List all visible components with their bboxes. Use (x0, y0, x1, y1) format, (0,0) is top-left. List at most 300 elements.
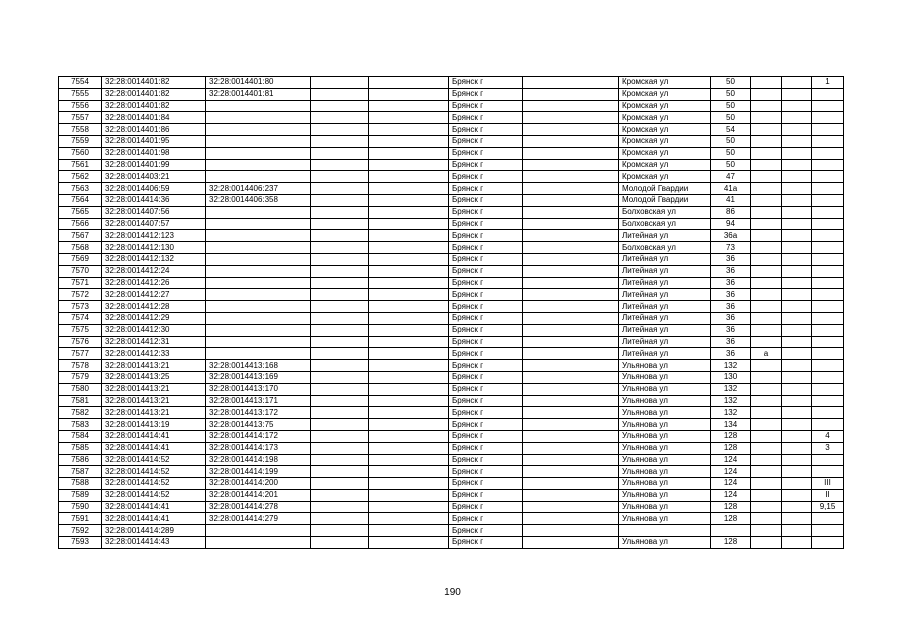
street-cell: Кромская ул (619, 100, 711, 112)
row-number-cell: 7558 (59, 124, 102, 136)
empty-col-11-cell (782, 206, 812, 218)
related-cadastral-number-cell (206, 537, 311, 549)
empty-col-11-cell (782, 513, 812, 525)
row-number-cell: 7587 (59, 466, 102, 478)
house-letter-cell (751, 371, 782, 383)
row-number-cell: 7559 (59, 135, 102, 147)
empty-col-5-cell (369, 277, 449, 289)
city-cell: Брянск г (449, 360, 523, 372)
table-row (59, 525, 844, 537)
empty-col-5-cell (369, 324, 449, 336)
house-number-cell: 50 (711, 159, 751, 171)
house-number-cell: 50 (711, 100, 751, 112)
table-row (59, 253, 844, 265)
house-letter-cell (751, 277, 782, 289)
empty-col-4-cell (311, 442, 369, 454)
street-cell: Ульянова ул (619, 466, 711, 478)
cadastral-number-cell: 32:28:0014414:289 (102, 525, 206, 537)
empty-col-7-cell (523, 100, 619, 112)
house-letter-cell (751, 454, 782, 466)
table-row (59, 442, 844, 454)
cadastral-number-cell: 32:28:0014401:82 (102, 88, 206, 100)
empty-col-7-cell (523, 478, 619, 490)
empty-col-4-cell (311, 395, 369, 407)
empty-col-11-cell (782, 277, 812, 289)
row-number-cell: 7591 (59, 513, 102, 525)
empty-col-11-cell (782, 336, 812, 348)
city-cell: Брянск г (449, 242, 523, 254)
city-cell: Брянск г (449, 371, 523, 383)
row-number-cell: 7573 (59, 301, 102, 313)
cadastral-number-cell: 32:28:0014401:98 (102, 147, 206, 159)
table-row (59, 348, 844, 360)
row-number-cell: 7584 (59, 430, 102, 442)
row-number-cell: 7586 (59, 454, 102, 466)
related-cadastral-number-cell (206, 171, 311, 183)
table-row (59, 183, 844, 195)
empty-col-11-cell (782, 135, 812, 147)
cadastral-number-cell: 32:28:0014412:26 (102, 277, 206, 289)
related-cadastral-number-cell: 32:28:0014401:80 (206, 77, 311, 89)
empty-col-4-cell (311, 289, 369, 301)
empty-col-5-cell (369, 100, 449, 112)
street-cell: Литейная ул (619, 336, 711, 348)
city-cell: Брянск г (449, 112, 523, 124)
apartment-number-cell (812, 513, 844, 525)
street-cell (619, 525, 711, 537)
empty-col-5-cell (369, 124, 449, 136)
empty-col-11-cell (782, 289, 812, 301)
empty-col-7-cell (523, 277, 619, 289)
house-letter-cell (751, 360, 782, 372)
row-number-cell: 7578 (59, 360, 102, 372)
empty-col-5-cell (369, 206, 449, 218)
house-number-cell: 132 (711, 360, 751, 372)
house-letter-cell (751, 442, 782, 454)
house-number-cell: 128 (711, 537, 751, 549)
house-number-cell: 50 (711, 88, 751, 100)
city-cell: Брянск г (449, 525, 523, 537)
cadastral-number-cell: 32:28:0014412:27 (102, 289, 206, 301)
related-cadastral-number-cell (206, 206, 311, 218)
house-number-cell: 128 (711, 501, 751, 513)
related-cadastral-number-cell: 32:28:0014401:81 (206, 88, 311, 100)
related-cadastral-number-cell (206, 230, 311, 242)
house-letter-cell: а (751, 348, 782, 360)
empty-col-4-cell (311, 348, 369, 360)
empty-col-11-cell (782, 430, 812, 442)
empty-col-4-cell (311, 135, 369, 147)
empty-col-11-cell (782, 395, 812, 407)
row-number-cell: 7589 (59, 489, 102, 501)
house-letter-cell (751, 77, 782, 89)
cadastral-number-cell: 32:28:0014412:130 (102, 242, 206, 254)
empty-col-7-cell (523, 537, 619, 549)
row-number-cell: 7588 (59, 478, 102, 490)
empty-col-11-cell (782, 478, 812, 490)
apartment-number-cell (812, 360, 844, 372)
related-cadastral-number-cell (206, 301, 311, 313)
empty-col-4-cell (311, 183, 369, 195)
row-number-cell: 7564 (59, 194, 102, 206)
house-letter-cell (751, 478, 782, 490)
city-cell: Брянск г (449, 135, 523, 147)
empty-col-5-cell (369, 135, 449, 147)
empty-col-4-cell (311, 265, 369, 277)
city-cell: Брянск г (449, 218, 523, 230)
cadastral-number-cell: 32:28:0014401:82 (102, 77, 206, 89)
related-cadastral-number-cell (206, 242, 311, 254)
empty-col-4-cell (311, 407, 369, 419)
empty-col-5-cell (369, 301, 449, 313)
house-letter-cell (751, 419, 782, 431)
row-number-cell: 7555 (59, 88, 102, 100)
related-cadastral-number-cell: 32:28:0014414:199 (206, 466, 311, 478)
house-letter-cell (751, 218, 782, 230)
empty-col-7-cell (523, 194, 619, 206)
property-registry-table (58, 76, 844, 549)
house-number-cell: 124 (711, 478, 751, 490)
row-number-cell: 7562 (59, 171, 102, 183)
empty-col-11-cell (782, 360, 812, 372)
table-row (59, 395, 844, 407)
row-number-cell: 7554 (59, 77, 102, 89)
apartment-number-cell (812, 395, 844, 407)
apartment-number-cell: 3 (812, 442, 844, 454)
empty-col-4-cell (311, 525, 369, 537)
cadastral-number-cell: 32:28:0014407:57 (102, 218, 206, 230)
cadastral-number-cell: 32:28:0014414:43 (102, 537, 206, 549)
street-cell: Молодой Гвардии (619, 183, 711, 195)
house-number-cell: 128 (711, 430, 751, 442)
empty-col-11-cell (782, 407, 812, 419)
city-cell: Брянск г (449, 124, 523, 136)
apartment-number-cell (812, 289, 844, 301)
house-letter-cell (751, 312, 782, 324)
empty-col-7-cell (523, 489, 619, 501)
house-letter-cell (751, 466, 782, 478)
related-cadastral-number-cell: 32:28:0014414:279 (206, 513, 311, 525)
row-number-cell: 7576 (59, 336, 102, 348)
empty-col-5-cell (369, 312, 449, 324)
apartment-number-cell (812, 147, 844, 159)
row-number-cell: 7568 (59, 242, 102, 254)
cadastral-number-cell: 32:28:0014412:33 (102, 348, 206, 360)
house-number-cell: 73 (711, 242, 751, 254)
related-cadastral-number-cell (206, 525, 311, 537)
empty-col-4-cell (311, 336, 369, 348)
street-cell: Ульянова ул (619, 442, 711, 454)
empty-col-5-cell (369, 501, 449, 513)
apartment-number-cell (812, 324, 844, 336)
house-number-cell: 124 (711, 489, 751, 501)
house-letter-cell (751, 88, 782, 100)
house-number-cell: 50 (711, 77, 751, 89)
row-number-cell: 7580 (59, 383, 102, 395)
empty-col-11-cell (782, 371, 812, 383)
house-number-cell: 130 (711, 371, 751, 383)
row-number-cell: 7560 (59, 147, 102, 159)
house-letter-cell (751, 489, 782, 501)
street-cell: Литейная ул (619, 312, 711, 324)
street-cell: Литейная ул (619, 230, 711, 242)
city-cell: Брянск г (449, 312, 523, 324)
empty-col-7-cell (523, 253, 619, 265)
apartment-number-cell: II (812, 489, 844, 501)
house-number-cell: 36 (711, 301, 751, 313)
street-cell: Ульянова ул (619, 478, 711, 490)
empty-col-7-cell (523, 77, 619, 89)
empty-col-5-cell (369, 253, 449, 265)
empty-col-5-cell (369, 194, 449, 206)
house-letter-cell (751, 383, 782, 395)
house-letter-cell (751, 336, 782, 348)
cadastral-number-cell: 32:28:0014406:59 (102, 183, 206, 195)
house-number-cell: 36 (711, 253, 751, 265)
empty-col-4-cell (311, 312, 369, 324)
related-cadastral-number-cell (206, 348, 311, 360)
city-cell: Брянск г (449, 206, 523, 218)
related-cadastral-number-cell: 32:28:0014413:170 (206, 383, 311, 395)
house-letter-cell (751, 525, 782, 537)
row-number-cell: 7569 (59, 253, 102, 265)
empty-col-7-cell (523, 395, 619, 407)
empty-col-7-cell (523, 407, 619, 419)
related-cadastral-number-cell (206, 147, 311, 159)
street-cell: Ульянова ул (619, 537, 711, 549)
apartment-number-cell (812, 454, 844, 466)
empty-col-11-cell (782, 159, 812, 171)
table-row (59, 194, 844, 206)
empty-col-4-cell (311, 419, 369, 431)
empty-col-4-cell (311, 77, 369, 89)
empty-col-5-cell (369, 336, 449, 348)
empty-col-4-cell (311, 478, 369, 490)
empty-col-7-cell (523, 348, 619, 360)
empty-col-11-cell (782, 88, 812, 100)
city-cell: Брянск г (449, 77, 523, 89)
related-cadastral-number-cell: 32:28:0014414:278 (206, 501, 311, 513)
cadastral-number-cell: 32:28:0014412:30 (102, 324, 206, 336)
house-letter-cell (751, 265, 782, 277)
house-letter-cell (751, 242, 782, 254)
empty-col-11-cell (782, 466, 812, 478)
street-cell: Ульянова ул (619, 383, 711, 395)
house-number-cell: 132 (711, 407, 751, 419)
empty-col-7-cell (523, 88, 619, 100)
empty-col-5-cell (369, 454, 449, 466)
empty-col-7-cell (523, 312, 619, 324)
table-row (59, 324, 844, 336)
apartment-number-cell (812, 301, 844, 313)
city-cell: Брянск г (449, 100, 523, 112)
cadastral-number-cell: 32:28:0014414:41 (102, 513, 206, 525)
empty-col-11-cell (782, 312, 812, 324)
empty-col-7-cell (523, 124, 619, 136)
table-row (59, 147, 844, 159)
empty-col-11-cell (782, 324, 812, 336)
apartment-number-cell (812, 312, 844, 324)
empty-col-5-cell (369, 442, 449, 454)
empty-col-11-cell (782, 171, 812, 183)
street-cell: Кромская ул (619, 135, 711, 147)
empty-col-7-cell (523, 360, 619, 372)
city-cell: Брянск г (449, 419, 523, 431)
city-cell: Брянск г (449, 537, 523, 549)
empty-col-4-cell (311, 253, 369, 265)
city-cell: Брянск г (449, 336, 523, 348)
house-number-cell: 132 (711, 383, 751, 395)
street-cell: Литейная ул (619, 265, 711, 277)
table-row (59, 383, 844, 395)
row-number-cell: 7574 (59, 312, 102, 324)
table-body (59, 77, 844, 549)
street-cell: Кромская ул (619, 112, 711, 124)
empty-col-4-cell (311, 112, 369, 124)
apartment-number-cell (812, 100, 844, 112)
empty-col-7-cell (523, 336, 619, 348)
empty-col-5-cell (369, 183, 449, 195)
house-letter-cell (751, 206, 782, 218)
apartment-number-cell: III (812, 478, 844, 490)
empty-col-5-cell (369, 407, 449, 419)
apartment-number-cell (812, 135, 844, 147)
city-cell: Брянск г (449, 430, 523, 442)
apartment-number-cell (812, 218, 844, 230)
related-cadastral-number-cell: 32:28:0014414:172 (206, 430, 311, 442)
house-number-cell: 86 (711, 206, 751, 218)
street-cell: Ульянова ул (619, 454, 711, 466)
empty-col-5-cell (369, 537, 449, 549)
city-cell: Брянск г (449, 183, 523, 195)
table-row (59, 478, 844, 490)
table-row (59, 312, 844, 324)
house-number-cell: 132 (711, 395, 751, 407)
apartment-number-cell: 1 (812, 77, 844, 89)
empty-col-5-cell (369, 466, 449, 478)
cadastral-number-cell: 32:28:0014412:29 (102, 312, 206, 324)
table-row (59, 489, 844, 501)
empty-col-11-cell (782, 194, 812, 206)
empty-col-4-cell (311, 171, 369, 183)
empty-col-11-cell (782, 242, 812, 254)
table-row (59, 537, 844, 549)
apartment-number-cell (812, 171, 844, 183)
apartment-number-cell (812, 277, 844, 289)
related-cadastral-number-cell: 32:28:0014413:171 (206, 395, 311, 407)
empty-col-7-cell (523, 135, 619, 147)
apartment-number-cell (812, 253, 844, 265)
house-letter-cell (751, 159, 782, 171)
house-letter-cell (751, 124, 782, 136)
empty-col-11-cell (782, 112, 812, 124)
cadastral-number-cell: 32:28:0014413:21 (102, 360, 206, 372)
house-number-cell: 36 (711, 265, 751, 277)
related-cadastral-number-cell: 32:28:0014414:200 (206, 478, 311, 490)
table-row (59, 336, 844, 348)
empty-col-7-cell (523, 442, 619, 454)
house-number-cell: 128 (711, 442, 751, 454)
city-cell: Брянск г (449, 348, 523, 360)
empty-col-4-cell (311, 466, 369, 478)
house-number-cell: 36а (711, 230, 751, 242)
house-letter-cell (751, 430, 782, 442)
table-row (59, 289, 844, 301)
row-number-cell: 7583 (59, 419, 102, 431)
related-cadastral-number-cell: 32:28:0014414:198 (206, 454, 311, 466)
house-letter-cell (751, 301, 782, 313)
table-row (59, 466, 844, 478)
cadastral-number-cell: 32:28:0014413:19 (102, 419, 206, 431)
house-letter-cell (751, 183, 782, 195)
apartment-number-cell (812, 242, 844, 254)
table-row (59, 112, 844, 124)
empty-col-11-cell (782, 419, 812, 431)
house-letter-cell (751, 135, 782, 147)
empty-col-4-cell (311, 218, 369, 230)
cadastral-number-cell: 32:28:0014407:56 (102, 206, 206, 218)
empty-col-7-cell (523, 289, 619, 301)
cadastral-number-cell: 32:28:0014414:52 (102, 454, 206, 466)
cadastral-number-cell: 32:28:0014413:21 (102, 383, 206, 395)
street-cell: Литейная ул (619, 324, 711, 336)
empty-col-7-cell (523, 301, 619, 313)
city-cell: Брянск г (449, 88, 523, 100)
street-cell: Кромская ул (619, 147, 711, 159)
street-cell: Ульянова ул (619, 501, 711, 513)
empty-col-11-cell (782, 442, 812, 454)
street-cell: Болховская ул (619, 218, 711, 230)
house-letter-cell (751, 253, 782, 265)
cadastral-number-cell: 32:28:0014414:36 (102, 194, 206, 206)
row-number-cell: 7579 (59, 371, 102, 383)
table-row (59, 242, 844, 254)
apartment-number-cell (812, 112, 844, 124)
house-letter-cell (751, 100, 782, 112)
street-cell: Кромская ул (619, 77, 711, 89)
empty-col-11-cell (782, 348, 812, 360)
table-row (59, 513, 844, 525)
street-cell: Литейная ул (619, 348, 711, 360)
empty-col-5-cell (369, 159, 449, 171)
street-cell: Литейная ул (619, 289, 711, 301)
empty-col-4-cell (311, 383, 369, 395)
city-cell: Брянск г (449, 383, 523, 395)
house-number-cell: 36 (711, 289, 751, 301)
house-number-cell: 54 (711, 124, 751, 136)
empty-col-5-cell (369, 513, 449, 525)
cadastral-number-cell: 32:28:0014412:132 (102, 253, 206, 265)
empty-col-11-cell (782, 489, 812, 501)
cadastral-number-cell: 32:28:0014401:86 (102, 124, 206, 136)
related-cadastral-number-cell: 32:28:0014413:169 (206, 371, 311, 383)
empty-col-5-cell (369, 419, 449, 431)
apartment-number-cell (812, 419, 844, 431)
house-number-cell: 128 (711, 513, 751, 525)
empty-col-4-cell (311, 430, 369, 442)
related-cadastral-number-cell: 32:28:0014414:201 (206, 489, 311, 501)
table-row (59, 171, 844, 183)
related-cadastral-number-cell: 32:28:0014406:237 (206, 183, 311, 195)
city-cell: Брянск г (449, 501, 523, 513)
empty-col-4-cell (311, 88, 369, 100)
street-cell: Кромская ул (619, 171, 711, 183)
empty-col-5-cell (369, 489, 449, 501)
street-cell: Болховская ул (619, 242, 711, 254)
empty-col-7-cell (523, 371, 619, 383)
empty-col-4-cell (311, 100, 369, 112)
empty-col-11-cell (782, 183, 812, 195)
